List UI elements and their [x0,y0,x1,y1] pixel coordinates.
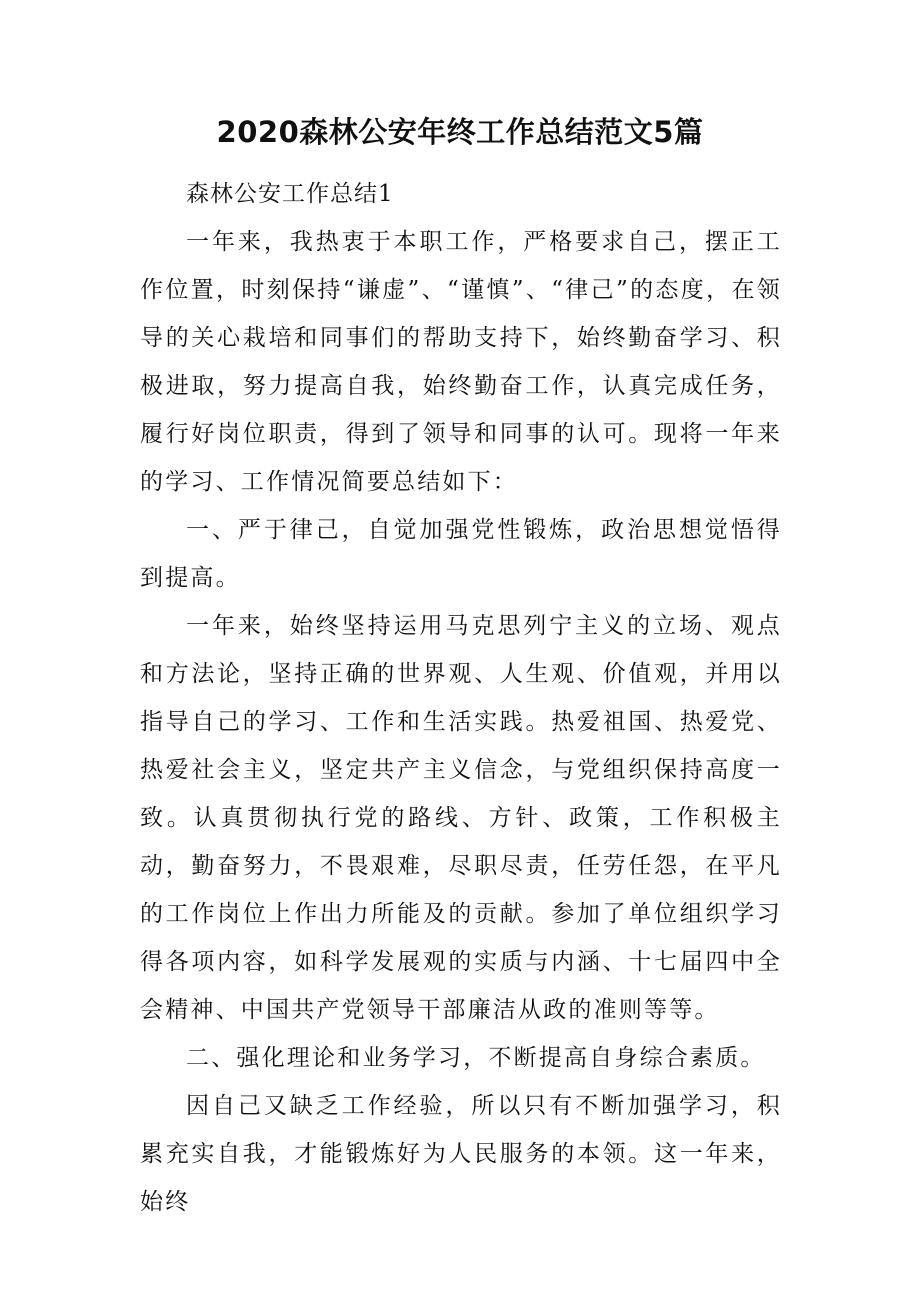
document-body [140,170,782,1226]
paragraph-intro: 一年来，我热衷于本职工作，严格要求自己，摆正工作位置，时刻保持“谦虚”、“谨慎”、“律己”的态度，在领导的关心栽培和同事们的帮助支持下，始终勤奋学习、积极进取，努力提高自我，始终勤奋工作，认真完成任务，履行好岗位职责，得到了领导和同事的认可。现将一年来的学习、工作情况简要总结如下： [140,229,782,495]
section-heading-one: 一、严于律己，自觉加强党性锻炼，政治思想觉悟得到提高。 [140,517,782,591]
section-heading: 森林公安工作总结1 [186,181,394,207]
paragraph-study: 因自己又缺乏工作经验，所以只有不断加强学习，积累充实自我，才能锻炼好为人民服务的本领。这一年来，始终 [140,1093,782,1215]
document-title: 2020森林公安年终工作总结范文5篇 [216,115,704,149]
paragraph-politics: 一年来，始终坚持运用马克思列宁主义的立场、观点和方法论，坚持正确的世界观、人生观、价值观，并用以指导自己的学习、工作和生活实践。热爱祖国、热爱党、热爱社会主义，坚定共产主义信念，与党组织保持高度一致。认真贯彻执行党的路线、方针、政策，工作积极主动，勤奋努力，不畏艰难，尽职尽责，任劳任怨，在平凡的工作岗位上作出力所能及的贡献。参加了单位组织学习得各项内容，如科学发展观的实质与内涵、十七届四中全会精神、中国共产党领导干部廉洁从政的准则等等。 [140,613,782,1023]
section-heading-two: 二、强化理论和业务学习，不断提高自身综合素质。 [186,1045,766,1071]
